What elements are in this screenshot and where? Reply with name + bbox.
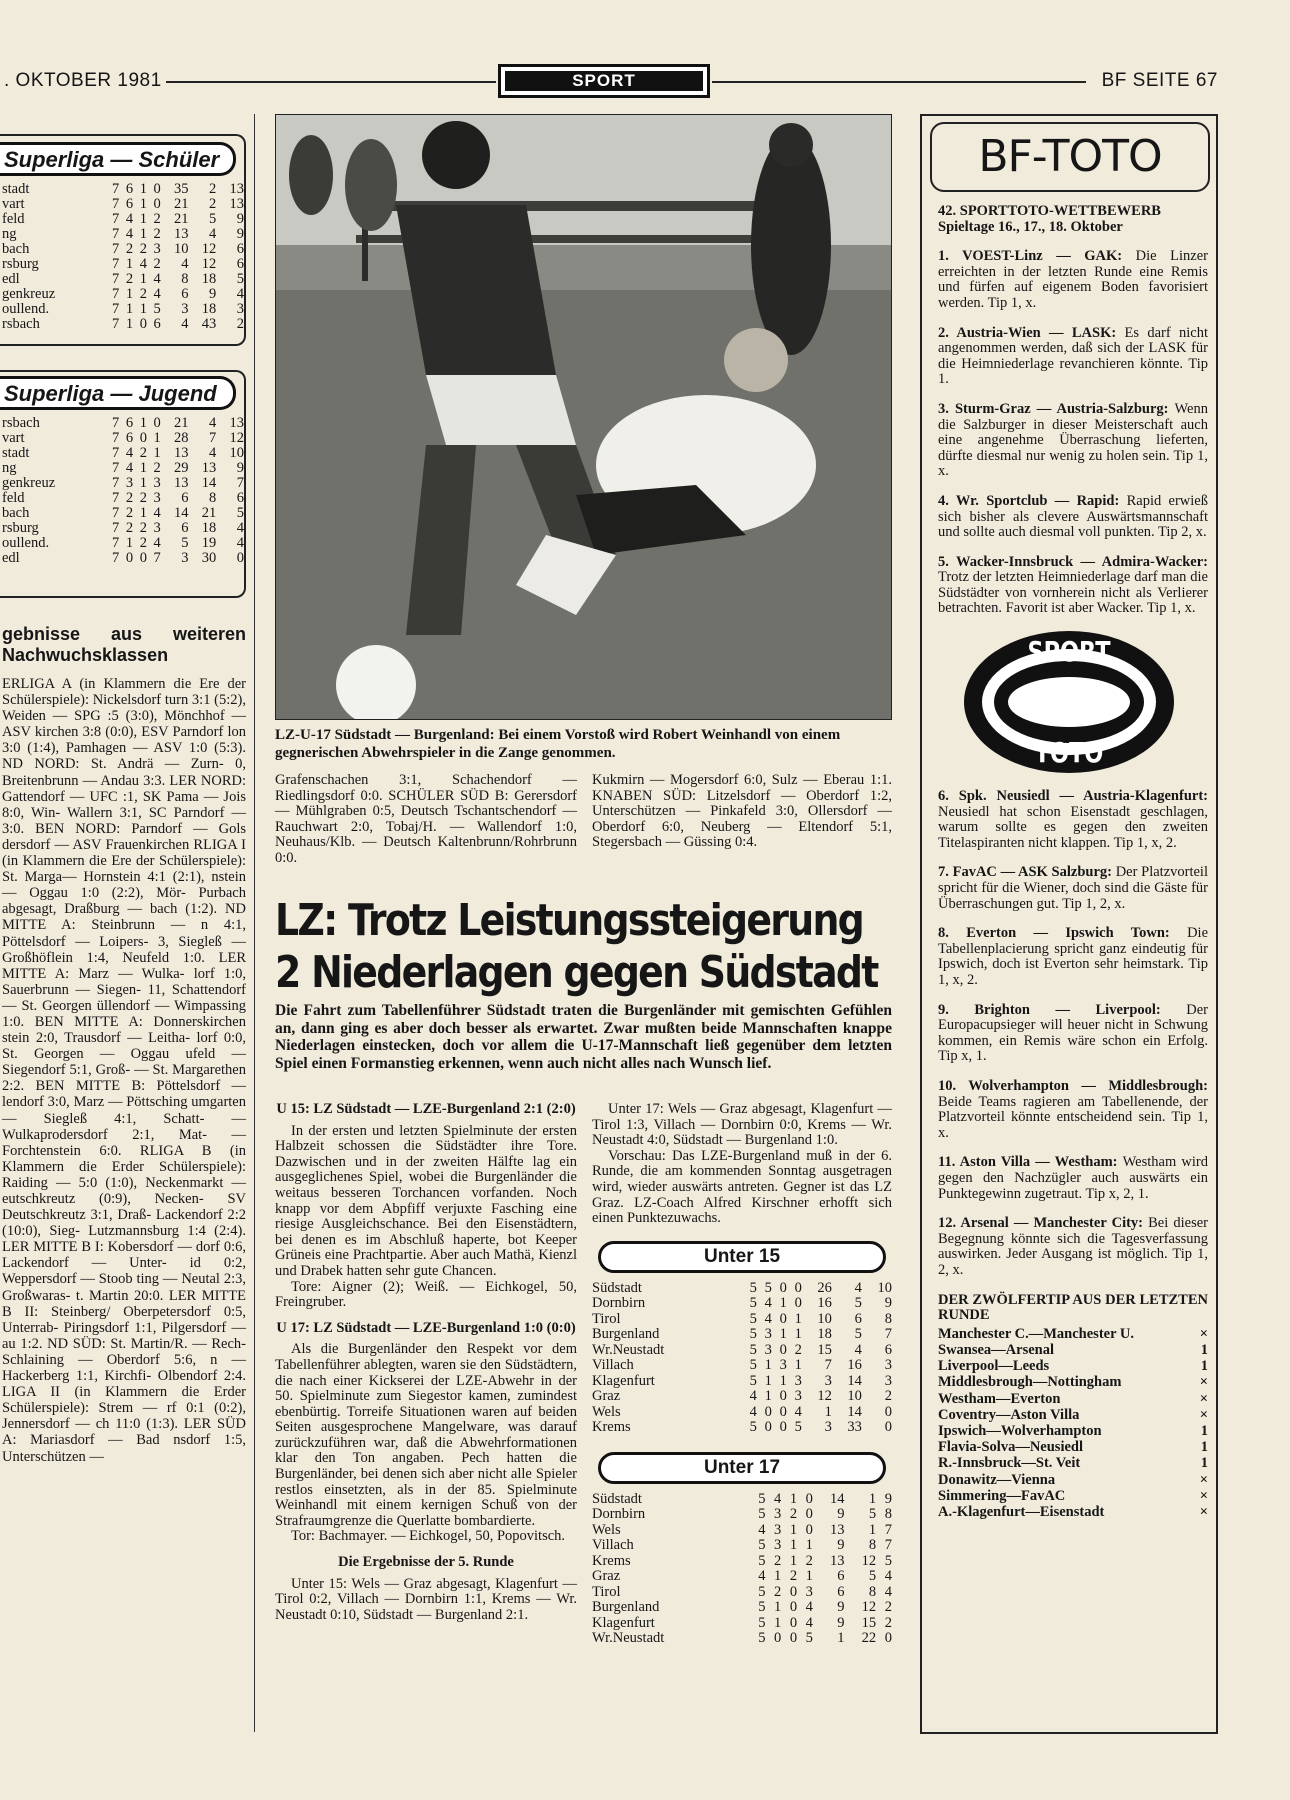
table-row: ng 7 4 1 2 29 13 9: [2, 460, 244, 476]
left-results-text: ERLIGA A (in Klammern die Ere der Schülerspiele): Nickelsdorf turn 3:1 (5:2), Weiden — SPG :5 (3:0), Mönchhof — ASV kirchen 3:8 (0:0), ESV Parndorf lon 3:0 (1:4), Pamhagen — ASV 1:0 (5:3). ND NORD: St. Andrä — Zurn- 0, Breitenbrunn — Andau 3:3. LER NORD: Gattendorf — UFC :1, SK Pama — Jois 8:0, Win- Wallern 3:1, SC Parndorf — 3:0. BEN NORD: Parndorf — Gols dersdorf — ASV Frauenkirchen RLIGA I (in Klammern die Ere der Schülerspiele): St. Marga— Hornstein 4:1 (2:1), nstein — Oggau 1:0 (2:2), Mör- Purbach abgesagt, Draßburg — bach (1:2). ND MITTE A: Steinbrunn — n 4:1, Pöttelsdorf — Loipers- 3, Siegleß — Großhöflein 1:4, Neufeld 1:0. LER MITTE A: Marz — Wulka- lorf 1:0, Sauerbrunn — Siegen- 11, Schattendorf — St. Georgen üllendorf — Wimpassing 1:0. BEN MITTE A: Donnerskirchen stein 2:0, Trausdorf — Leitha- lorf 0:0, St. Georgen — Oggau ufeld — Siegendorf 5:1, Groß- — St. Margarethen 2:2. BEN MITTE B: Pöttelsdorf — lendorf 3:0, Marz — Pöttsching umgarten — Siegleß 4:1, Schatt- — Wulkaprodersdorf 2:1, Mat- — Forchtenstein 6:0. RLIGA B (in Klammern die Erder Schülerspiele): Raiding — 5:0 (1:0), Neckenmarkt — eutschkreutz (0:9), Necken- SV Deutschkreutz 3:1, Draß- Lackendorf 2:2 (10:0), Sieg- Lutzmannsburg 1:4 (2:4). LER MITTE B I: Kobersdorf — dorf 0:6, Lackendorf — Unter- id 0:2, Weppersdorf — Stoob ting — Neutal 2:3, Großwaras- t. Martin 20:0. LER MITTE B II: Steinberg/ Oberpetersdorf 0:5, Unterrab- Piringsdorf 1:1, Pilgersdorf — au 1:2. ND SÜD: St. Martin/R. — Rech- Schlaining — Oberdorf 5:6, n — Hackerberg 1:1, Kirchfi- Olbendorf 2:4. LIGA II (in Klammern die Erder Schülerspiele): Strem — rf 0:1 (0:2), Jennersdorf — ch 11:0 (1:3). LER SÜD A: Mariasdorf — Bad nsdorf 1:5, Unterschützen —: [2, 676, 246, 1465]
table-row: genkreuz 7 3 1 3 13 14 7: [2, 475, 244, 491]
table-row: Südstadt 5 5 0 0 26 4 10: [592, 1279, 892, 1296]
tip-row: Manchester C.—Manchester U. ×: [938, 1325, 1208, 1342]
table-row: oullend. 7 1 1 5 3 18 3: [2, 301, 244, 317]
table-row: Dornbirn 5 4 1 0 16 5 9: [592, 1295, 892, 1312]
logo-top-text: SPORT: [1027, 635, 1111, 669]
table-row: Tirol 5 4 0 1 10 6 8: [592, 1310, 892, 1327]
table-row: Graz 4 1 0 3 12 10 2: [592, 1388, 892, 1405]
tip-row: A.-Klagenfurt—Eisenstadt ×: [938, 1503, 1208, 1520]
tip-row: Flavia-Solva—Neusiedl 1: [938, 1439, 1208, 1456]
table-row: Graz 4 1 2 1 6 5 4: [592, 1568, 892, 1585]
table-row: feld 7 4 1 2 21 5 9: [2, 211, 244, 227]
toto-prediction: 5. Wacker-Innsbruck — Admira-Wacker: Trotz der letzten Heimniederlage darf man die Südstädter von vornherein nicht als Verlierer betrachten. Favorit ist aber Wacker. Tip 1, x.: [938, 553, 1208, 617]
article-col-2: [592, 1102, 892, 1647]
u17-body: Als die Burgenländer den Respekt vor dem Tabellenführer ablegten, waren sie den Südstädtern, die nach einer Kickserei der LZE-Abwehr in der 50. Spielminute zum Siegestor kamen, zumindest ebenbürtig. Torreife Situationen waren auf beiden Seiten ausgesprochene Mangelware, was darauf zurückzuführen war, daß die Abwehrformationen klar den Ton angaben. Pech hatten die Burgenländer, bei denen sich aber nicht alle Spieler restlos einsetzten, als in der 85. Spielminute Weinhandl mit einem kernigen Schuß von der Strafraumgrenze die Querlatte bombardierte.: [275, 1341, 577, 1529]
section-box: [498, 64, 710, 98]
tip-row: Westham—Everton ×: [938, 1390, 1208, 1407]
table-row: stadt 7 6 1 0 35 2 13: [2, 181, 244, 197]
table-row: Wels 4 0 0 4 1 14 0: [592, 1403, 892, 1420]
table-row: rsburg 7 2 2 3 6 18 4: [2, 520, 244, 536]
section-title: SPORT: [505, 71, 703, 91]
tip-row: Simmering—FavAC ×: [938, 1487, 1208, 1504]
schueler-table-box: [0, 134, 246, 346]
tip-row: Donawitz—Vienna ×: [938, 1471, 1208, 1488]
headline-line-1: LZ: Trotz Leistungssteigerung: [275, 895, 864, 946]
jugend-table-title: Superliga — Jugend: [0, 376, 236, 410]
results-heading: Die Ergebnisse der 5. Runde: [338, 1554, 514, 1571]
unter17-title: Unter 17: [598, 1452, 886, 1484]
table-row: genkreuz 7 1 2 4 6 9 4: [2, 286, 244, 302]
article-col-1: [275, 1102, 577, 1623]
unter15-table: [592, 1281, 892, 1436]
toto-prediction: 4. Wr. Sportclub — Rapid: Rapid erwieß sich bisher als clevere Auswärtsmannschaft und sollte auch diesmal voll punkten. Tip 2, x.: [938, 492, 1208, 541]
table-row: Klagenfurt 5 1 1 3 3 14 3: [592, 1372, 892, 1389]
tip-row: Liverpool—Leeds 1: [938, 1358, 1208, 1375]
toto-prediction: 8. Everton — Ipswich Town: Die Tabellenplacierung spricht ganz eindeutig für Ipswich, doch ist Everton sehr heimstark. Tip 1, x, 2.: [938, 925, 1208, 988]
toto-prediction: 6. Spk. Neusiedl — Austria-Klagenfurt: Neusiedl hat schon Eisenstadt geschlagen, warum sollte es gegen den zweiten Titelaspiranten nicht klappen. Tip 1, x, 2.: [938, 788, 1208, 851]
u15-scorers: Tore: Aigner (2); Weiß. — Eichkogel, 50, Freingruber.: [275, 1278, 577, 1311]
left-results-heading: gebnisse aus weiteren Nachwuchsklassen: [2, 624, 246, 665]
toto-prediction: 1. VOEST-Linz — GAK: Die Linzer erreichten in der letzten Runde eine Remis und fürfen auf eigenem Boden favorisiert werden. Tip 1, x.: [938, 248, 1208, 311]
schueler-table: [0, 182, 244, 332]
bf-toto-logo: BF-TOTO: [930, 122, 1210, 192]
toto-contest: 42. SPORTTOTO-WETTBEWERB: [938, 203, 1161, 219]
toto-prediction: 10. Wolverhampton — Middlesbrough: Beide Teams ragieren am Tabellenende, der Platzvorteil könnte entscheidend sein. Tip 1, x.: [938, 1077, 1208, 1141]
mid-top-left-text: Grafenschachen 3:1, Schachendorf — Riedlingsdorf 0:0. SCHÜLER SÜD B: Gerersdorf — Mühlgraben 0:5, Deutsch Tschantschendorf — Rauchwart 2:0, Tobaj/H. — Wallendorf 1:0, Neuhaus/Klb. — Deutsch Kaltenbrunn/Rohrbrunn 0:0.: [275, 772, 577, 866]
toto-frame: [920, 114, 1218, 1734]
table-row: Krems 5 2 1 2 13 12 5: [592, 1552, 892, 1569]
header-rule-right: [712, 81, 1086, 83]
tips-heading: DER ZWÖLFERTIP AUS DER LETZTEN RUNDE: [938, 1291, 1208, 1324]
table-row: stadt 7 4 2 1 13 4 10: [2, 445, 244, 461]
table-row: Burgenland 5 3 1 1 18 5 7: [592, 1326, 892, 1343]
toto-prediction: 2. Austria-Wien — LASK: Es darf nicht angenommen werden, daß sich der LASK für die Heimniederlage revanchieren könnte. Tip 1.: [938, 324, 1208, 388]
table-row: Wels 4 3 1 0 13 1 7: [592, 1521, 892, 1538]
table-row: ng 7 4 1 2 13 4 9: [2, 226, 244, 242]
table-row: Tirol 5 2 0 3 6 8 4: [592, 1583, 892, 1600]
u17-scorers: Tor: Bachmayer. — Eichkogel, 50, Popovitsch.: [291, 1528, 566, 1545]
table-row: Wr.Neustadt 5 0 0 5 1 22 0: [592, 1630, 892, 1647]
tip-row: R.-Innsbruck—St. Veit 1: [938, 1455, 1208, 1472]
tip-row: Middlesbrough—Nottingham ×: [938, 1374, 1208, 1391]
table-row: vart 7 6 1 0 21 2 13: [2, 196, 244, 212]
page-number: BF SEITE 67: [1101, 70, 1218, 91]
toto-prediction: 3. Sturm-Graz — Austria-Salzburg: Wenn die Salzburger in dieser Meisterschaft auch eine angenehme Überraschung lieferten, dürfte diesmal nur wenig zu holen sein. Tip 1, x.: [938, 400, 1208, 480]
tip-row: Ipswich—Wolverhampton 1: [938, 1422, 1208, 1439]
toto-prediction: 12. Arsenal — Manchester City: Bei dieser Begegnung könnte sich die Tagesverfassung auswirken. Jeder Ausgang ist möglich. Tip 1, 2, x.: [938, 1215, 1208, 1278]
table-row: rsbach 7 6 1 0 21 4 13: [2, 415, 244, 431]
article-lead: Die Fahrt zum Tabellenführer Südstadt traten die Burgenländer mit gemischten Gefühlen an, dann ging es aber doch besser als erwartet. Zwar mußten beide Mannschaften knappe Niederlagen einstecken, doch vor allem die U-17-Mannschaft ließ gegenüber dem letzten Spiel einen Formanstieg erkennen, wenn auch nicht alles nach Wunsch lief.: [275, 1002, 892, 1072]
table-row: bach 7 2 2 3 10 12 6: [2, 241, 244, 257]
table-row: Burgenland 5 1 0 4 9 12 2: [592, 1599, 892, 1616]
tip-row: Swansea—Arsenal 1: [938, 1341, 1208, 1358]
results-u15: Unter 15: Wels — Graz abgesagt, Klagenfurt — Tirol 0:2, Villach — Dornbirn 1:1, Krems — Wr. Neustadt 0:10, Südstadt — Burgenland 2:1.: [275, 1575, 577, 1623]
table-row: Villach 5 1 3 1 7 16 3: [592, 1357, 892, 1374]
table-row: edl 7 2 1 4 8 18 5: [2, 271, 244, 287]
left-results-column: [2, 624, 246, 1465]
table-row: vart 7 6 0 1 28 7 12: [2, 430, 244, 446]
table-row: Südstadt 5 4 1 0 14 1 9: [592, 1490, 892, 1507]
issue-date: . OKTOBER 1981: [4, 70, 162, 91]
toto-prediction: 7. FavAC — ASK Salzburg: Der Platzvorteil spricht für die Wiener, doch sind die Gäste für Überraschungen gut. Tip 1, 2, x.: [938, 864, 1208, 912]
preview-text: Vorschau: Das LZE-Burgenland muß in der 6. Runde, die am kommenden Sonntag ausgetragen wird, wieder auswärts antreten. Gegner ist das LZ Graz. LZ-Coach Alfred Kirschner erhofft sich einen Punktezuwachs.: [592, 1147, 892, 1227]
toto-predictions-2: [922, 789, 1216, 1520]
toto-prediction: 9. Brighton — Liverpool: Der Europacupsieger will heuer nicht in Schwung kommen, ein Remis wäre schon ein Erfolg. Tip x, 1.: [938, 1001, 1208, 1065]
jugend-table-box: [0, 370, 246, 598]
mid-top-right-text: Kukmirn — Mogersdorf 6:0, Sulz — Eberau 1:1. KNABEN SÜD: Litzelsdorf — Oberdorf 1:2, Unterschützen — Pinkafeld 3:0, Ollersdorf — Oberdorf 6:0, Neuberg — Eltendorf 5:1, Stegersbach — Güssing 0:4.: [592, 772, 892, 851]
schueler-table-title: Superliga — Schüler: [0, 142, 236, 176]
toto-prediction: 11. Aston Villa — Westham: Westham wird gegen den Nachzügler auch auswärts ein Punktegewinn zugetraut. Tip x, 2, 1.: [938, 1154, 1208, 1202]
table-row: oullend. 7 1 2 4 5 19 4: [2, 535, 244, 551]
photo-caption: LZ-U-17 Südstadt — Burgenland: Bei einem Vorstoß wird Robert Weinhandl von einem gegnerischen Abwehrspieler in die Zange genommen.: [275, 727, 841, 761]
sport-toto-logo: [964, 631, 1174, 773]
article-headline: [275, 895, 894, 999]
toto-dates: Spieltage 16., 17., 18. Oktober: [938, 218, 1123, 235]
table-row: Dornbirn 5 3 2 0 9 5 8: [592, 1506, 892, 1523]
results-u17: Unter 17: Wels — Graz abgesagt, Klagenfurt — Tirol 1:3, Villach — Dornbirn 0:0, Krems — Wr. Neustadt 4:0, Südstadt — Burgenland 1:0.: [592, 1101, 892, 1149]
table-row: bach 7 2 1 4 14 21 5: [2, 505, 244, 521]
table-row: rsburg 7 1 4 2 4 12 6: [2, 256, 244, 272]
table-row: Klagenfurt 5 1 0 4 9 15 2: [592, 1614, 892, 1631]
u15-heading: U 15: LZ Südstadt — LZE-Burgenland 2:1 (2:0): [276, 1101, 576, 1117]
table-row: Villach 5 3 1 1 9 8 7: [592, 1537, 892, 1554]
table-row: edl 7 0 0 7 3 30 0: [2, 550, 244, 566]
table-row: Krems 5 0 0 5 3 33 0: [592, 1419, 892, 1436]
toto-intro: [922, 204, 1216, 617]
column-rule: [254, 114, 255, 1732]
table-row: feld 7 2 2 3 6 8 6: [2, 490, 244, 506]
u15-body: In der ersten und letzten Spielminute der ersten Halbzeit schossen die Südstädter ihre Tore. Dazwischen und in der zweiten Hälfte lag ein ausgeglichenes Spiel, wobei die Burgenländer die weitaus besseren Torchancen vorfanden. Noch knapp vor dem Abpfiff verjuxte Fasching eine riesige Ausgleichschance. Bei den Eisenstädtern, bei denen es im Abschluß haperte, bot Keeper Grüneis eine Prachtpartie. Aber auch Mathä, Kienzl und Drabek hatten sehr gute Chancen.: [275, 1122, 577, 1279]
unter15-title: Unter 15: [598, 1241, 886, 1273]
jugend-table: [0, 416, 244, 566]
table-row: rsbach 7 1 0 6 4 43 2: [2, 316, 244, 332]
u17-heading: U 17: LZ Südstadt — LZE-Burgenland 1:0 (0:0): [276, 1319, 576, 1336]
logo-bottom-text: TOTO: [1034, 736, 1104, 770]
match-photo: [275, 114, 892, 720]
headline-line-2: 2 Niederlagen gegen Südstadt: [275, 947, 878, 998]
header-rule-left: [166, 81, 496, 83]
unter17-table: [592, 1492, 892, 1647]
table-row: Wr.Neustadt 5 3 0 2 15 4 6: [592, 1341, 892, 1358]
tip-row: Coventry—Aston Villa ×: [938, 1406, 1208, 1423]
